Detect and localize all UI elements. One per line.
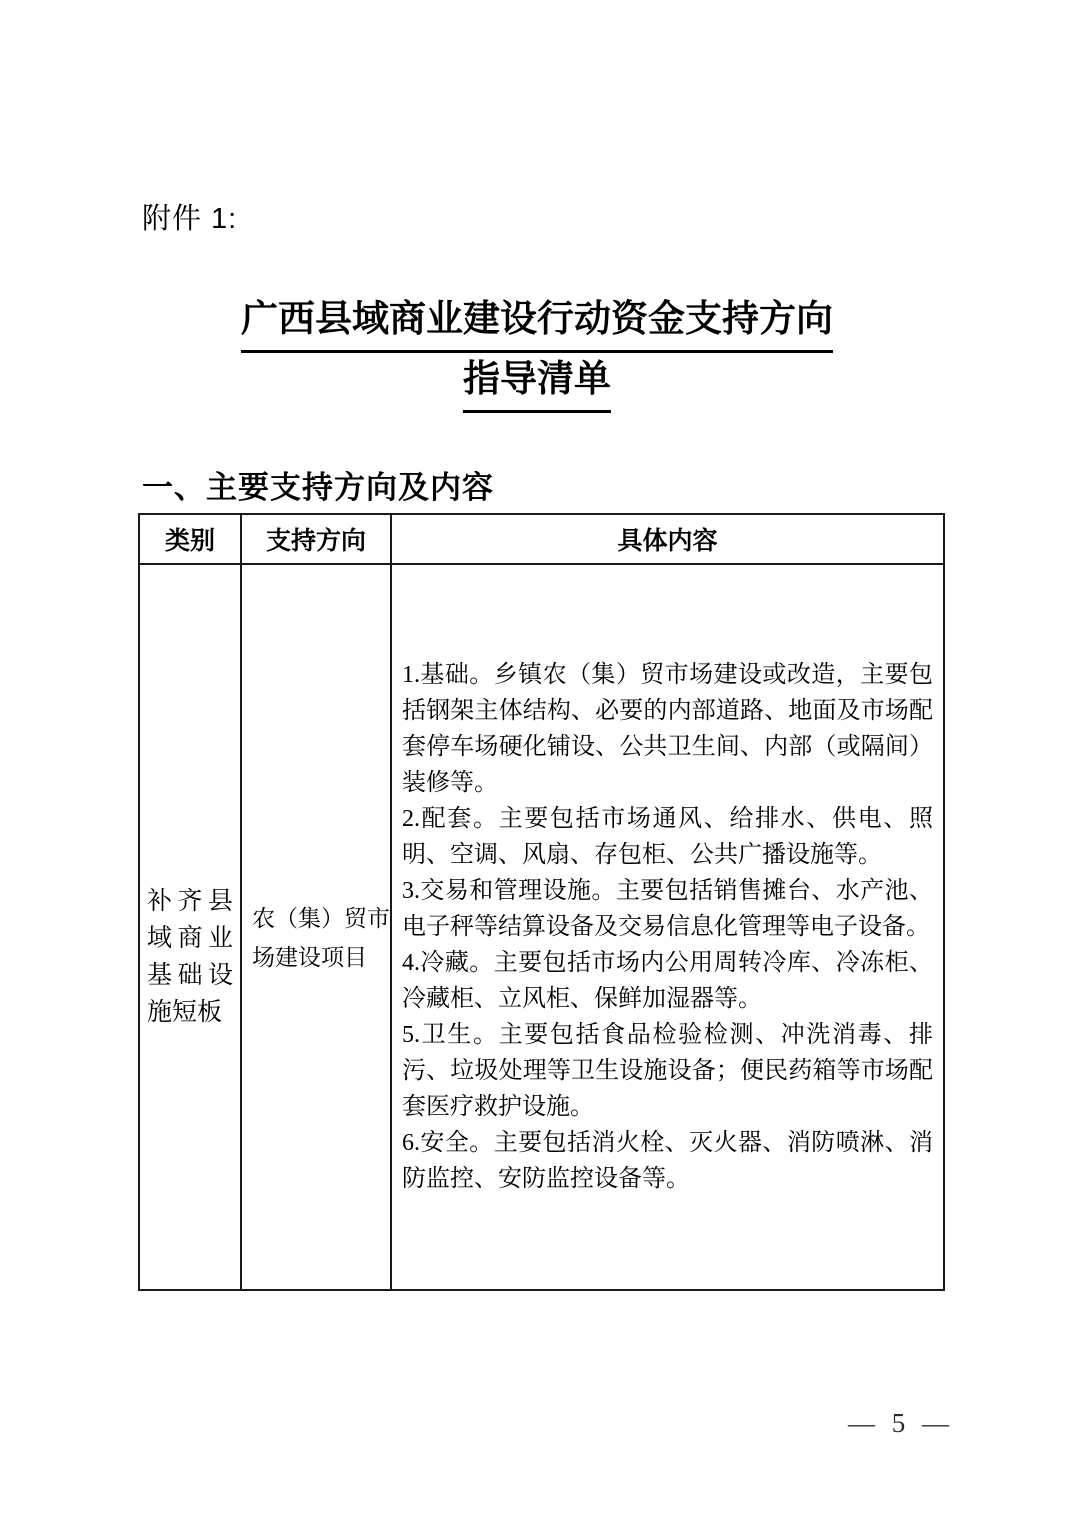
direction-cell	[241, 564, 391, 1290]
title-line-1: 广西县域商业建设行动资金支持方向	[0, 294, 1074, 354]
title-line-2: 指导清单	[0, 354, 1074, 414]
column-header-direction: 支持方向	[241, 514, 391, 564]
detail-paragraph: 6.安全。主要包括消火栓、灭火器、消防喷淋、消防监控、安防监控设备等。	[402, 1130, 933, 1192]
column-header-category: 类别	[139, 514, 241, 564]
details-cell	[391, 564, 944, 1290]
detail-paragraph: 3.交易和管理设施。主要包括销售摊台、水产池、电子秤等结算设备及交易信息化管理等电子设备。	[402, 878, 933, 940]
detail-paragraph: 2.配套。主要包括市场通风、给排水、供电、照明、空调、风扇、存包柜、公共广播设施等。	[402, 806, 933, 868]
section-heading: 一、主要支持方向及内容	[142, 470, 494, 505]
page-number: — 5 —	[848, 1408, 949, 1438]
support-direction-table	[138, 513, 945, 1291]
column-header-details: 具体内容	[391, 514, 944, 564]
table-header-row	[139, 514, 944, 564]
detail-paragraph: 1.基础。乡镇农（集）贸市场建设或改造，主要包括钢架主体结构、必要的内部道路、地面及市场配套停车场硬化铺设、公共卫生间、内部（或隔间）装修等。	[402, 662, 933, 796]
category-text: 补齐县 域商业 基础设 施短板	[147, 888, 233, 1026]
detail-paragraph: 5.卫生。主要包括食品检验检测、冲洗消毒、排污、垃圾处理等卫生设施设备；便民药箱等市场配套医疗救护设施。	[402, 1022, 933, 1120]
category-cell	[139, 564, 241, 1290]
attachment-label: 附件 1:	[142, 203, 238, 235]
table-row	[139, 564, 944, 1290]
document-title	[0, 294, 1074, 414]
detail-paragraph: 4.冷藏。主要包括市场内公用周转冷库、冷冻柜、冷藏柜、立风柜、保鲜加湿器等。	[402, 950, 933, 1012]
direction-text: 农（集）贸市 场建设项目	[252, 906, 390, 970]
